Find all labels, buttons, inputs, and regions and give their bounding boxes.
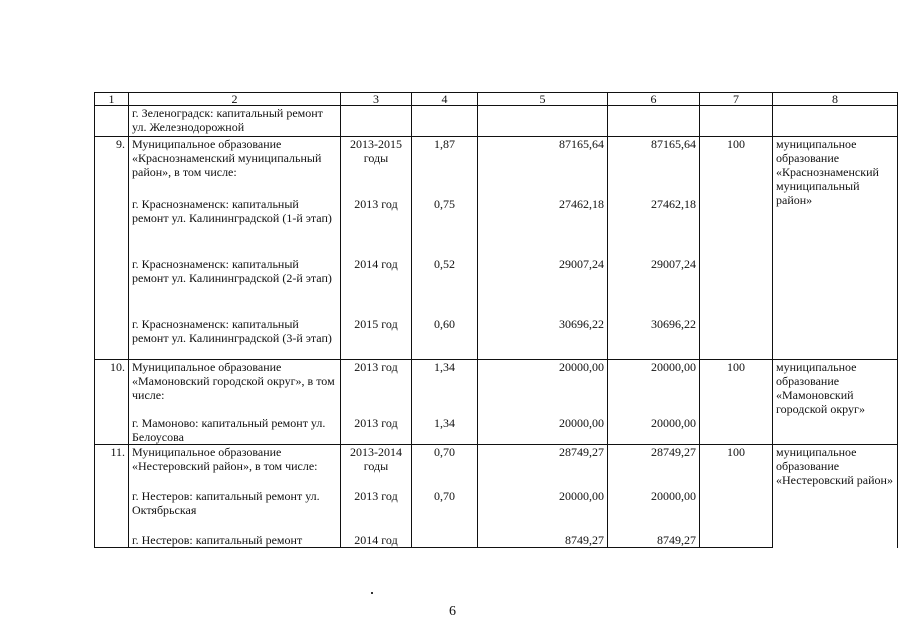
period: 2013-2014 годы xyxy=(341,445,412,490)
row-number: 9. xyxy=(95,137,129,198)
total-cost: 28749,27 xyxy=(478,445,608,490)
length-km: 0,75 xyxy=(412,197,478,243)
period: 2013 год xyxy=(341,197,412,243)
program-table xyxy=(94,92,898,548)
total-cost: 8749,27 xyxy=(478,533,608,548)
total-cost: 27462,18 xyxy=(478,197,608,243)
header-cell: 5 xyxy=(478,93,608,106)
budget-amount: 20000,00 xyxy=(608,416,700,445)
table-row xyxy=(95,106,898,137)
object-name: Муниципальное образование «Мамоновский городской округ», в том числе: xyxy=(129,360,341,417)
table-row xyxy=(95,360,898,417)
table-row xyxy=(95,445,898,490)
total-cost: 20000,00 xyxy=(478,360,608,417)
period: 2014 год xyxy=(341,257,412,303)
object-name: г. Мамоново: капитальный ремонт ул. Белоусова xyxy=(129,416,341,445)
period: 2013 год xyxy=(341,360,412,417)
row-number: 10. xyxy=(95,360,129,417)
page-number: 6 xyxy=(449,604,456,619)
length-km: 0,70 xyxy=(412,445,478,490)
length-km: 1,34 xyxy=(412,360,478,417)
header-cell: 3 xyxy=(341,93,412,106)
recipient: муниципальное образование «Нестеровский район» xyxy=(773,445,898,548)
budget-amount: 87165,64 xyxy=(608,137,700,198)
object-name: г. Нестеров: капитальный ремонт ул. Октябрьская xyxy=(129,489,341,533)
period: 2013 год xyxy=(341,416,412,445)
total-cost: 30696,22 xyxy=(478,317,608,359)
budget-amount: 28749,27 xyxy=(608,445,700,490)
length-km: 0,70 xyxy=(412,489,478,533)
length-km: 0,60 xyxy=(412,317,478,359)
budget-amount: 20000,00 xyxy=(608,489,700,533)
object-name: г. Нестеров: капитальный ремонт xyxy=(129,533,341,548)
object-name: Муниципальное образование «Нестеровский район», в том числе: xyxy=(129,445,341,490)
header-row xyxy=(95,93,898,106)
period: 2013-2015 годы xyxy=(341,137,412,198)
object-name: г. Краснознаменск: капитальный ремонт ул. Калининградской (1-й этап) xyxy=(129,197,341,243)
object-name: Муниципальное образование «Краснознаменский муниципальный район», в том числе: xyxy=(129,137,341,198)
row-number: 11. xyxy=(95,445,129,490)
budget-amount: 30696,22 xyxy=(608,317,700,359)
recipient: муниципальное образование «Краснознаменский муниципальный район» xyxy=(773,137,898,360)
percent: 100 xyxy=(700,137,773,198)
table-row xyxy=(95,137,898,198)
object-name: г. Краснознаменск: капитальный ремонт ул. Калининградской (3-й этап) xyxy=(129,317,341,359)
scan-speck xyxy=(371,592,373,594)
length-km: 1,34 xyxy=(412,416,478,445)
object-name: г. Краснознаменск: капитальный ремонт ул. Калининградской (2-й этап) xyxy=(129,257,341,303)
budget-amount: 27462,18 xyxy=(608,197,700,243)
header-cell: 2 xyxy=(129,93,341,106)
header-cell: 1 xyxy=(95,93,129,106)
period: 2015 год xyxy=(341,317,412,359)
length-km xyxy=(412,533,478,548)
period: 2013 год xyxy=(341,489,412,533)
header-cell: 8 xyxy=(773,93,898,106)
total-cost: 20000,00 xyxy=(478,489,608,533)
total-cost: 20000,00 xyxy=(478,416,608,445)
header-cell: 6 xyxy=(608,93,700,106)
total-cost: 87165,64 xyxy=(478,137,608,198)
budget-amount: 29007,24 xyxy=(608,257,700,303)
length-km: 0,52 xyxy=(412,257,478,303)
recipient: муниципальное образование «Мамоновский городской округ» xyxy=(773,360,898,445)
length-km: 1,87 xyxy=(412,137,478,198)
budget-amount: 8749,27 xyxy=(608,533,700,548)
header-cell: 7 xyxy=(700,93,773,106)
period: 2014 год xyxy=(341,533,412,548)
budget-amount: 20000,00 xyxy=(608,360,700,417)
total-cost: 29007,24 xyxy=(478,257,608,303)
percent: 100 xyxy=(700,360,773,417)
object-name: г. Зеленоградск: капитальный ремонт ул. Железнодорожной xyxy=(129,106,341,137)
header-cell: 4 xyxy=(412,93,478,106)
percent: 100 xyxy=(700,445,773,490)
